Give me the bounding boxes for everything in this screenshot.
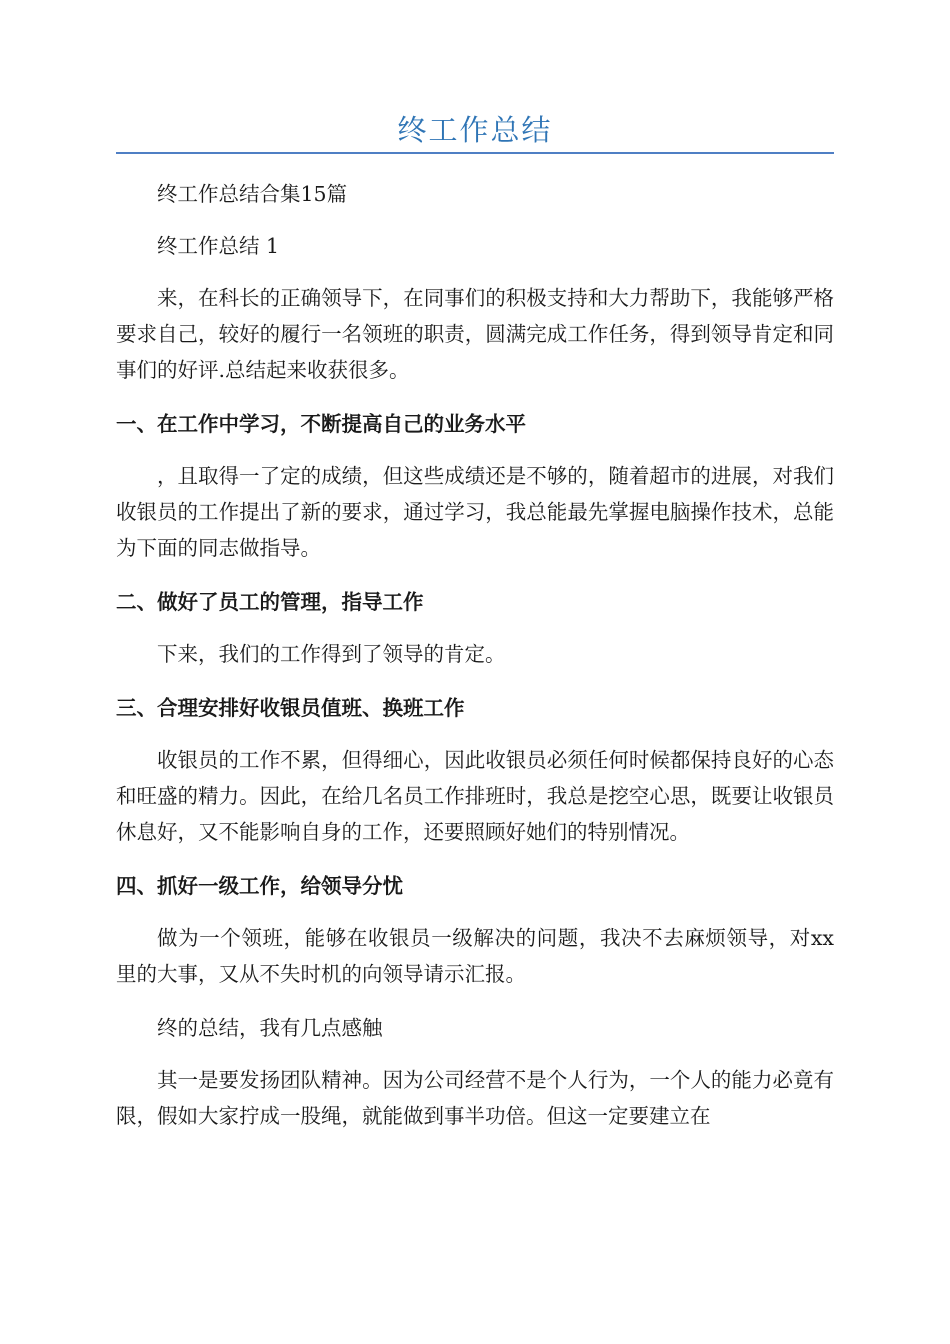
section-heading-3: 三、合理安排好收银员值班、换班工作 — [116, 696, 465, 720]
document-title: 终工作总结 — [397, 113, 553, 147]
section-body-4: 做为一个领班，能够在收银员一级解决的问题，我决不去麻烦领导，对xx里的大事，又从不失时机的向领导请示汇报。 — [116, 926, 834, 986]
closing-intro: 终的总结，我有几点感触 — [157, 1016, 383, 1040]
collection-line: 终工作总结合集15篇 — [157, 182, 348, 206]
document-page — [116, 108, 834, 1152]
section-body-1: ，且取得一了定的成绩，但这些成绩还是不够的，随着超市的进展，对我们收银员的工作提出了新的要求，通过学习，我总能最先掌握电脑操作技术，总能为下面的同志做指导。 — [116, 464, 834, 560]
section-heading-1: 一、在工作中学习，不断提高自己的业务水平 — [116, 412, 526, 436]
closing-paragraph: 其一是要发扬团队精神。因为公司经营不是个人行为，一个人的能力必竟有限，假如大家拧成一股绳，就能做到事半功倍。但这一定要建立在 — [116, 1068, 834, 1128]
intro-paragraph: 来，在科长的正确领导下，在同事们的积极支持和大力帮助下，我能够严格要求自己，较好的履行一名领班的职责，圆满完成工作任务，得到领导肯定和同事们的好评.总结起来收获很多。 — [116, 286, 834, 382]
section-heading-2: 二、做好了员工的管理，指导工作 — [116, 590, 424, 614]
section-heading-4: 四、抓好一级工作，给领导分忧 — [116, 874, 403, 898]
section-label: 终工作总结 1 — [157, 234, 280, 258]
title-divider — [116, 152, 834, 154]
section-body-3: 收银员的工作不累，但得细心，因此收银员必须任何时候都保持良好的心态和旺盛的精力。因此，在给几名员工作排班时，我总是挖空心思，既要让收银员休息好，又不能影响自身的工作，还要照顾好她们的特别情况。 — [116, 748, 834, 844]
section-body-2: 下来，我们的工作得到了领导的肯定。 — [157, 642, 506, 666]
